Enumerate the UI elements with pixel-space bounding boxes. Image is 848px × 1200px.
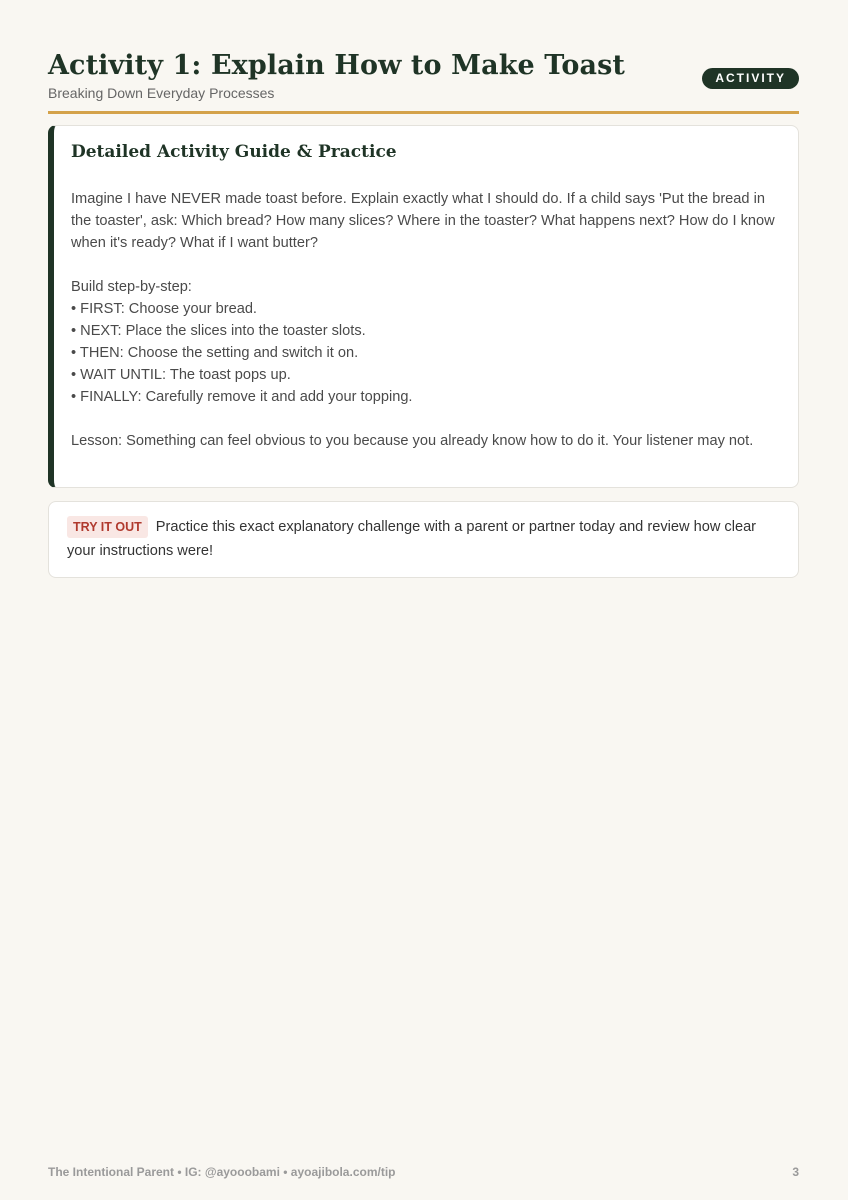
step-item: • WAIT UNTIL: The toast pops up. xyxy=(71,367,291,383)
guide-heading: Detailed Activity Guide & Practice xyxy=(71,142,397,162)
activity-badge: ACTIVITY xyxy=(702,68,799,89)
step-item: • NEXT: Place the slices into the toaster slots. xyxy=(71,323,366,339)
page-subtitle: Breaking Down Everyday Processes xyxy=(48,85,275,101)
steps-label: Build step-by-step: xyxy=(71,279,192,295)
try-it-out-card xyxy=(48,501,799,578)
page-title: Activity 1: Explain How to Make Toast xyxy=(48,50,625,81)
page-header xyxy=(48,48,799,114)
page-footer xyxy=(48,1165,799,1179)
guide-lesson: Lesson: Something can feel obvious to you because you already know how to do it. Your listener may not. xyxy=(71,433,754,449)
spacer xyxy=(71,408,776,430)
spacer xyxy=(71,254,776,276)
step-item: • THEN: Choose the setting and switch it on. xyxy=(71,345,359,361)
footer-credit: The Intentional Parent • IG: @ayooobami • ayoajibola.com/tip xyxy=(48,1165,396,1179)
step-item: • FINALLY: Carefully remove it and add your topping. xyxy=(71,389,413,405)
step-item: • FIRST: Choose your bread. xyxy=(71,301,257,317)
try-it-out-tag: TRY IT OUT xyxy=(67,516,148,538)
try-it-out-text: Practice this exact explanatory challenge with a parent or partner today and review how clear your instructions were! xyxy=(67,519,757,559)
guide-intro: Imagine I have NEVER made toast before. Explain exactly what I should do. If a child says 'Put the bread in the toaster', ask: Which bread? How many slices? Where in the toaster? What happens next? How do I know when it's ready? What if I want butter? xyxy=(71,191,775,251)
page-number: 3 xyxy=(792,1165,799,1179)
activity-guide-card xyxy=(48,125,799,488)
